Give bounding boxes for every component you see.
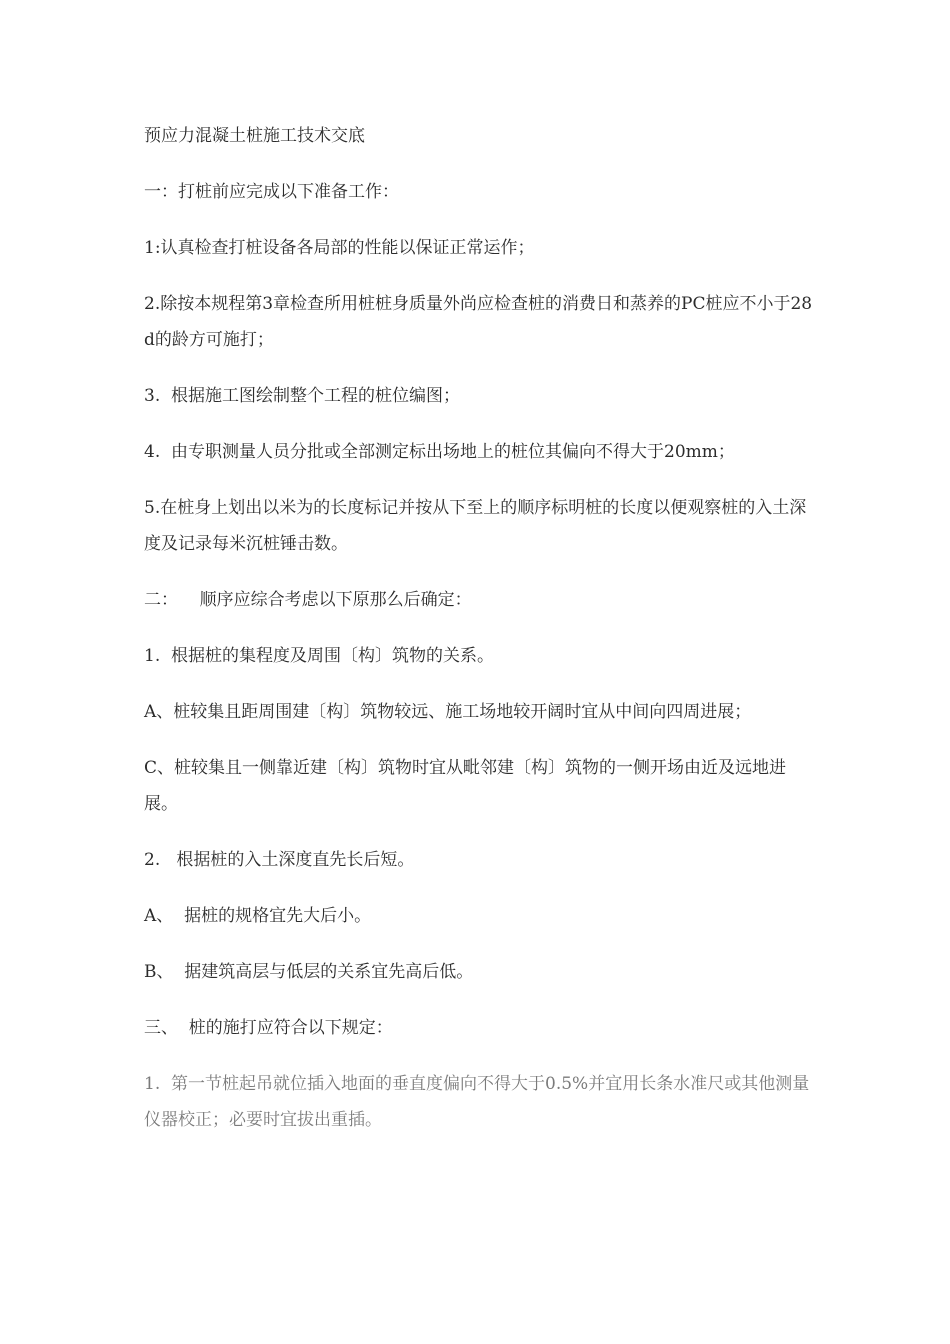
paragraph-5: 5.在桩身上划出以米为的长度标记并按从下至上的顺序标明桩的长度以便观察桩的入土深度及记录每米沉桩锤击数。: [144, 498, 807, 554]
paragraph-12: 1. 第一节桩起吊就位插入地面的垂直度偏向不得大于0.5%并宜用长条水准尺或其他测量仪器校正；必要时宜拔出重插。: [144, 1074, 810, 1130]
paragraph-2: 2.除按本规程第3章检查所用桩桩身质量外尚应检查桩的消费日和蒸养的PC桩应不小于28d的龄方可施打；: [144, 294, 813, 350]
document-title: 预应力混凝土桩施工技术交底: [144, 126, 365, 146]
paragraph-11: B、 据建筑高层与低层的关系宜先高后低。: [144, 962, 474, 982]
paragraph-7: A、桩较集且距周围建〔构〕筑物较远、施工场地较开阔时宜从中间向四周进展；: [144, 702, 752, 722]
section-heading-3: 三、 桩的施打应符合以下规定：: [144, 1018, 393, 1038]
paragraph-8: C、桩较集且一侧靠近建〔构〕筑物时宜从毗邻建〔构〕筑物的一侧开场由近及远地进展。: [144, 758, 787, 814]
document-body: [144, 118, 816, 1138]
paragraph-3: 3. 根据施工图绘制整个工程的桩位编图；: [144, 386, 461, 406]
paragraph-10: A、 据桩的规格宜先大后小。: [144, 906, 372, 926]
section-heading-1: 一：打桩前应完成以下准备工作：: [144, 182, 399, 202]
paragraph-1: 1:认真检查打桩设备各局部的性能以保证正常运作；: [144, 238, 535, 258]
paragraph-4: 4. 由专职测量人员分批或全部测定标出场地上的桩位其偏向不得大于20mm；: [144, 442, 735, 462]
paragraph-6: 1. 根据桩的集程度及周围〔构〕筑物的关系。: [144, 646, 495, 666]
paragraph-9: 2. 根据桩的入土深度直先长后短。: [144, 850, 415, 870]
section-heading-2: 二： 顺序应综合考虑以下原那么后确定：: [144, 590, 472, 610]
